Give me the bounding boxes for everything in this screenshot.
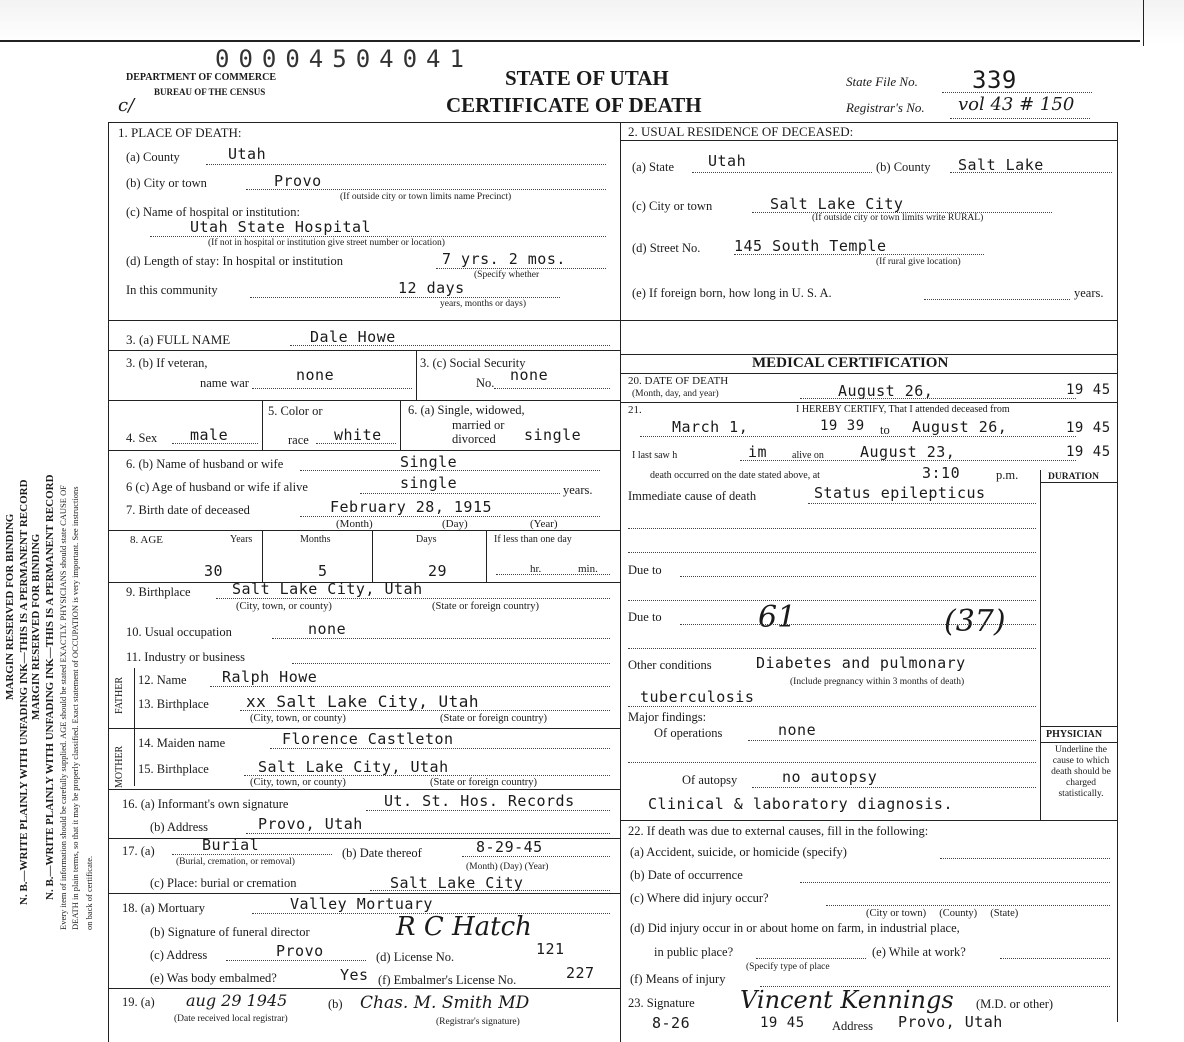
frame-top	[108, 122, 1118, 123]
age-days-label: Days	[416, 534, 437, 545]
spouse-age-label: 6 (c) Age of husband or wife if alive	[126, 480, 308, 494]
major-label: Major findings:	[628, 710, 707, 724]
sex-value: male	[190, 426, 229, 444]
res-foreign-label: (e) If foreign born, how long in U. S. A.	[632, 286, 832, 300]
ext-b-line	[800, 882, 1110, 883]
due-2-label: Due to	[628, 610, 662, 624]
ext-d: (d) Did injury occur in or about home on farm, in industrial place,	[630, 921, 960, 935]
bureau-label: BUREAU OF THE CENSUS	[154, 87, 266, 97]
res-foreign-line	[924, 299, 1070, 300]
burial-place-value: Salt Lake City	[390, 874, 524, 892]
license-label: (d) License No.	[376, 950, 455, 964]
phys-top	[1040, 726, 1118, 727]
informant-line	[366, 810, 610, 811]
dod-label: 20. DATE OF DEATH	[628, 375, 729, 387]
mother-maiden-line	[270, 748, 610, 749]
alive-label: alive on	[792, 450, 824, 461]
immediate-line	[808, 503, 1036, 504]
duration-label: DURATION	[1048, 472, 1100, 482]
med-bottom	[620, 820, 1118, 821]
parents-divider	[134, 668, 135, 786]
burial-place-line	[370, 890, 610, 891]
state-file-label: State File No.	[846, 74, 918, 89]
stay-note: (Specify whether	[474, 270, 540, 280]
physician-label: PHYSICIAN	[1046, 729, 1103, 740]
registrar-signature: Chas. M. Smith MD	[360, 993, 530, 1013]
ext-c-line	[826, 905, 1110, 906]
occurred-bottom	[1040, 482, 1118, 483]
registrar-section-label: 19. (a)	[122, 995, 155, 1009]
birthplace-label: 9. Birthplace	[126, 585, 191, 599]
sig-date: 8-26	[652, 1014, 691, 1032]
due-1-line	[680, 576, 1036, 577]
burial-date-value: 8-29-45	[476, 838, 543, 856]
community-line	[250, 297, 560, 298]
sex-label: 4. Sex	[126, 431, 158, 445]
state-file-line	[942, 92, 1092, 93]
dod-year: 19 45	[1066, 382, 1111, 398]
vet-label: 3. (b) If veteran,	[126, 356, 208, 370]
operations-value: none	[778, 721, 817, 739]
registrar-no: vol 43 # 150	[958, 94, 1075, 115]
mother-maiden-label: 14. Maiden name	[138, 736, 226, 750]
clinical-value: Clinical & laboratory diagnosis.	[648, 795, 953, 813]
place-heading: 1. PLACE OF DEATH:	[118, 125, 242, 140]
right-edge	[1143, 0, 1144, 46]
mother-side-label: MOTHER	[114, 745, 125, 788]
birthplace-line	[216, 598, 610, 599]
mortuary-value: Valley Mortuary	[290, 895, 433, 913]
mortuary-address-line	[226, 960, 366, 961]
attend-from: March 1,	[672, 418, 749, 436]
ext-e-line	[1000, 958, 1110, 959]
sig-address-label: Address	[832, 1019, 873, 1033]
mother-birthplace-label: 15. Birthplace	[138, 762, 209, 776]
due-2-line-2	[628, 648, 1036, 649]
birth-label: 7. Birth date of deceased	[126, 503, 250, 517]
father-note-2: (State or foreign country)	[440, 713, 548, 724]
res-city-value: Salt Lake City	[770, 195, 904, 213]
vet-line	[252, 388, 412, 389]
mother-note-1: (City, town, or county)	[250, 777, 346, 788]
spouse-years-label: years.	[563, 483, 593, 497]
name-line	[290, 345, 610, 346]
informant-bottom	[108, 838, 620, 839]
month-note: (Month)	[336, 518, 373, 530]
age-label: 8. AGE	[130, 534, 163, 546]
embalmed-label: (e) Was body embalmed?	[150, 971, 277, 985]
operations-line	[748, 740, 1036, 741]
center-divider	[620, 122, 621, 1042]
hospital-value: Utah State Hospital	[190, 218, 372, 236]
registrar-b-label: (b)	[328, 997, 343, 1011]
ext-c-note: (City or town) (County) (State)	[866, 908, 1019, 919]
burial-note: (Burial, cremation, or removal)	[176, 857, 295, 867]
frame-right	[1117, 122, 1118, 1022]
burial-value: Burial	[202, 836, 260, 854]
ext-a: (a) Accident, suicide, or homicide (specify)	[630, 845, 847, 859]
father-name-label: 12. Name	[138, 673, 187, 687]
ops-line-2	[628, 762, 1036, 763]
mother-maiden-value: Florence Castleton	[282, 730, 454, 748]
city-label: (b) City or town	[126, 176, 207, 190]
operations-label: Of operations	[654, 726, 723, 740]
license-value: 121	[536, 940, 565, 958]
hospital-line	[150, 236, 606, 237]
attend-to: August 26,	[912, 418, 1008, 436]
spouse-line	[300, 470, 600, 471]
burial-date-label: (b) Date thereof	[342, 846, 422, 860]
occupation-label: 10. Usual occupation	[126, 625, 232, 639]
race-value: white	[334, 426, 382, 444]
mortuary-bottom	[108, 988, 620, 989]
embalmer-license-value: 227	[566, 964, 595, 982]
birth-value: February 28, 1915	[330, 498, 493, 516]
line-sex-bottom	[108, 450, 620, 451]
sig-label: 23. Signature	[628, 996, 695, 1010]
state-file-no: 339	[972, 66, 1017, 94]
corner-mark: c/	[118, 95, 135, 116]
mortuary-address-label: (c) Address	[150, 948, 208, 962]
age-d1	[262, 530, 263, 582]
res-county-line	[950, 172, 1112, 173]
mother-birthplace-line	[244, 775, 610, 776]
mother-birthplace-value: Salt Lake City, Utah	[258, 758, 449, 776]
cert-title: CERTIFICATE OF DEATH	[446, 93, 702, 117]
registrar-date-note: (Date received local registrar)	[174, 1014, 288, 1024]
age-top	[108, 530, 620, 531]
res-street-line	[734, 254, 984, 255]
alive-line	[740, 460, 1076, 461]
other-label: Other conditions	[628, 658, 712, 672]
burial-line	[172, 854, 332, 855]
state-title: STATE OF UTAH	[505, 66, 669, 90]
informant-address-label: (b) Address	[150, 820, 208, 834]
res-street-note: (If rural give location)	[876, 257, 961, 267]
spouse-age-line	[360, 493, 560, 494]
race-label: race	[288, 433, 309, 447]
ext-f: (f) Means of injury	[630, 972, 726, 986]
age-hr: hr.	[530, 563, 542, 575]
dod-line	[800, 398, 1076, 399]
divorced-label: divorced	[452, 432, 496, 446]
saw-label: I last saw h	[632, 450, 678, 461]
burial-label: 17. (a)	[122, 844, 155, 858]
line-name-bottom	[108, 350, 620, 351]
ss-value: none	[510, 366, 549, 384]
embalmer-license-label: (f) Embalmer's License No.	[378, 973, 517, 987]
res-state-label: (a) State	[632, 160, 674, 174]
serial-number: 00004504041	[215, 45, 473, 73]
father-name-line	[210, 686, 610, 687]
ss-line	[494, 388, 610, 389]
ext-b: (b) Date of occurrence	[630, 868, 743, 882]
spouse-label: 6. (b) Name of husband or wife	[126, 457, 284, 471]
sex-line	[172, 443, 258, 444]
other-value-2: tuberculosis	[640, 688, 755, 706]
county-value: Utah	[228, 145, 267, 163]
age-months-label: Months	[300, 534, 331, 545]
mortuary-address-value: Provo	[276, 942, 324, 960]
community-note: years, months or days)	[440, 299, 527, 309]
hospital-label: (c) Name of hospital or institution:	[126, 205, 300, 219]
res-city-note: (If outside city or town limits write RURAL)	[812, 213, 984, 223]
status-value: single	[524, 426, 582, 444]
alive-year: 19 45	[1066, 444, 1111, 460]
res-city-label: (c) City or town	[632, 199, 713, 213]
ss-label-2: No.	[476, 376, 495, 390]
father-birthplace-label: 13. Birthplace	[138, 697, 209, 711]
margin-text-5: Every item of information should be carefully supplied. AGE should be stated EXACTLY. PHYSICIANS should state CAUSE OF	[58, 485, 68, 930]
vet-divider	[416, 350, 417, 400]
res-state-line	[692, 172, 872, 173]
age-years-label: Years	[230, 534, 253, 545]
imm-line-3	[628, 552, 1036, 553]
informant-label: 16. (a) Informant's own signature	[122, 797, 289, 811]
code-2: (37)	[944, 604, 1006, 639]
father-birthplace-value: xx Salt Lake City, Utah	[246, 692, 480, 711]
age-min: min.	[578, 563, 598, 575]
sex-divider	[262, 400, 263, 450]
sig-value: Vincent Kennings	[740, 986, 954, 1014]
sig-address-value: Provo, Utah	[898, 1013, 1003, 1031]
sig-md: (M.D. or other)	[976, 997, 1054, 1011]
margin-text-6: DEATH in plain terms, so that it may be properly classified. Exact statement of OCCUPATION is very important. See instructions	[70, 486, 80, 930]
physician-note: Underline the cause to which death should be charged statistically.	[1051, 745, 1111, 799]
saw-value: im	[748, 443, 768, 461]
other-line-2	[628, 706, 1036, 707]
spouse-value: Single	[400, 453, 458, 471]
certify-text: I HEREBY CERTIFY, That I attended deceased from	[796, 404, 1010, 415]
age-years-value: 30	[204, 562, 224, 580]
father-birthplace-line	[240, 710, 610, 711]
res-county-value: Salt Lake	[958, 156, 1044, 174]
attend-to-label: to	[880, 423, 890, 437]
line-vet-bottom	[108, 400, 620, 401]
county-line	[206, 164, 606, 165]
vet-label-2: name war	[200, 376, 249, 390]
vet-value: none	[296, 366, 335, 384]
res-county-label: (b) County	[876, 160, 931, 174]
ss-label: 3. (c) Social Security	[420, 356, 526, 370]
res-heading-line	[620, 140, 1118, 141]
mother-note-2: (State or foreign country)	[430, 777, 538, 788]
birthplace-note-2: (State or foreign country)	[432, 601, 540, 612]
time-value: 3:10	[922, 464, 961, 482]
autopsy-value: no autopsy	[782, 768, 878, 786]
community-label: In this community	[126, 283, 218, 297]
ext-a-line	[940, 858, 1110, 859]
res-years-label: years.	[1074, 286, 1104, 300]
res-street-label: (d) Street No.	[632, 241, 701, 255]
funeral-sig-label: (b) Signature of funeral director	[150, 925, 310, 939]
immediate-value: Status epilepticus	[814, 484, 986, 502]
margin-text-3: MARGIN RESERVED FOR BINDING	[30, 533, 42, 720]
burial-place-label: (c) Place: burial or cremation	[150, 876, 297, 890]
attend-from-year: 19 39	[820, 418, 865, 434]
res-state-value: Utah	[708, 152, 747, 170]
dept-label: DEPARTMENT OF COMMERCE	[126, 72, 277, 83]
top-rule	[0, 40, 1140, 42]
registrar-line	[950, 118, 1090, 119]
autopsy-label: Of autopsy	[682, 773, 738, 787]
hospital-note: (If not in hospital or institution give street number or location)	[208, 238, 445, 248]
community-value: 12 days	[398, 279, 465, 297]
med-heading: MEDICAL CERTIFICATION	[752, 355, 949, 371]
occurred-label: death occurred on the date stated above, at	[650, 470, 820, 481]
single-label: 6. (a) Single, widowed,	[408, 403, 525, 417]
age-less-label: If less than one day	[494, 534, 572, 545]
ext-e: (e) While at work?	[872, 945, 966, 959]
age-d2	[372, 530, 373, 582]
age-hr-line	[496, 574, 610, 575]
imm-line-2	[628, 528, 1036, 529]
informant-address-line	[246, 833, 610, 834]
embalmed-value: Yes	[340, 966, 369, 984]
burial-date-note: (Month) (Day) (Year)	[466, 862, 549, 872]
due-1-line-2	[628, 600, 1036, 601]
immediate-label: Immediate cause of death	[628, 489, 757, 503]
attend-line	[640, 436, 1076, 437]
res-heading: 2. USUAL RESIDENCE OF DECEASED:	[628, 124, 854, 139]
race-divider	[400, 400, 401, 450]
city-value: Provo	[274, 172, 322, 190]
burial-date-line	[462, 856, 610, 857]
day-note: (Day)	[442, 518, 468, 530]
informant-address-value: Provo, Utah	[258, 815, 363, 833]
due-1-label: Due to	[628, 563, 662, 577]
mother-bottom	[108, 789, 620, 790]
margin-text-1: MARGIN RESERVED FOR BINDING	[4, 513, 16, 700]
duration-divider	[1040, 470, 1041, 820]
city-note: (If outside city or town limits name Precinct)	[340, 192, 512, 202]
pm-label: p.m.	[996, 468, 1019, 482]
registrar-label: Registrar's No.	[846, 100, 925, 115]
name-value: Dale Howe	[310, 328, 396, 346]
res-street-value: 145 South Temple	[734, 237, 887, 255]
race-line	[316, 443, 396, 444]
margin-text-4: N. B.—WRITE PLAINLY WITH UNFADING INK—THIS IS A PERMANENT RECORD	[44, 474, 56, 900]
occupation-line	[272, 638, 610, 639]
funeral-sig-value: R C Hatch	[396, 912, 532, 942]
dod-note: (Month, day, and year)	[632, 389, 719, 399]
section1-bottom	[108, 320, 1118, 321]
married-label: married or	[452, 418, 505, 432]
stay-label: (d) Length of stay: In hospital or institution	[126, 254, 343, 268]
ext-c: (c) Where did injury occur?	[630, 891, 769, 905]
margin-text-2: N. B.—WRITE PLAINLY WITH UNFADING INK—THIS IS A PERMANENT RECORD	[18, 479, 30, 905]
father-side-label: FATHER	[114, 676, 125, 714]
spouse-age-value: single	[400, 474, 458, 492]
registrar-sig-note: (Registrar's signature)	[436, 1017, 520, 1027]
occupation-value: none	[308, 620, 347, 638]
birth-line	[300, 516, 600, 517]
birthplace-note-1: (City, town, or county)	[236, 601, 332, 612]
dod-value: August 26,	[838, 382, 934, 400]
informant-value: Ut. St. Hos. Records	[384, 792, 575, 810]
ext-d2: in public place?	[654, 945, 734, 959]
other-note: (Include pregnancy within 3 months of death)	[790, 677, 965, 687]
birthplace-value: Salt Lake City, Utah	[232, 580, 423, 598]
stay-line	[436, 268, 606, 269]
age-months-value: 5	[318, 562, 328, 580]
code-1: 61	[758, 600, 797, 635]
ext-d-note: (Specify type of place	[746, 962, 830, 972]
attend-to-year: 19 45	[1066, 420, 1111, 436]
father-name-value: Ralph Howe	[222, 668, 318, 686]
alive-value: August 23,	[860, 443, 956, 461]
age-d3	[486, 530, 487, 582]
phys-head-bottom	[1040, 742, 1118, 743]
color-label: 5. Color or	[268, 404, 323, 418]
stay-value: 7 yrs. 2 mos.	[442, 250, 566, 268]
due-2-line	[680, 624, 1036, 625]
age-days-value: 29	[428, 562, 448, 580]
ext-d-line	[756, 958, 866, 959]
name-label: 3. (a) FULL NAME	[126, 332, 231, 347]
margin-text-7: on back of certificate.	[84, 855, 94, 930]
county-label: (a) County	[126, 150, 180, 164]
year-note: (Year)	[530, 518, 558, 530]
registrar-date: aug 29 1945	[186, 991, 288, 1010]
ext-heading: 22. If death was due to external causes, fill in the following:	[628, 824, 929, 838]
top-sheet-strip	[0, 0, 1184, 44]
father-note-1: (City, town, or county)	[250, 713, 346, 724]
mortuary-label: 18. (a) Mortuary	[122, 901, 205, 915]
sig-year: 19 45	[760, 1015, 805, 1031]
autopsy-line	[752, 787, 1036, 788]
industry-line	[292, 663, 610, 664]
other-value: Diabetes and pulmonary	[756, 654, 966, 672]
industry-label: 11. Industry or business	[126, 650, 245, 664]
c21-label: 21.	[628, 404, 642, 416]
